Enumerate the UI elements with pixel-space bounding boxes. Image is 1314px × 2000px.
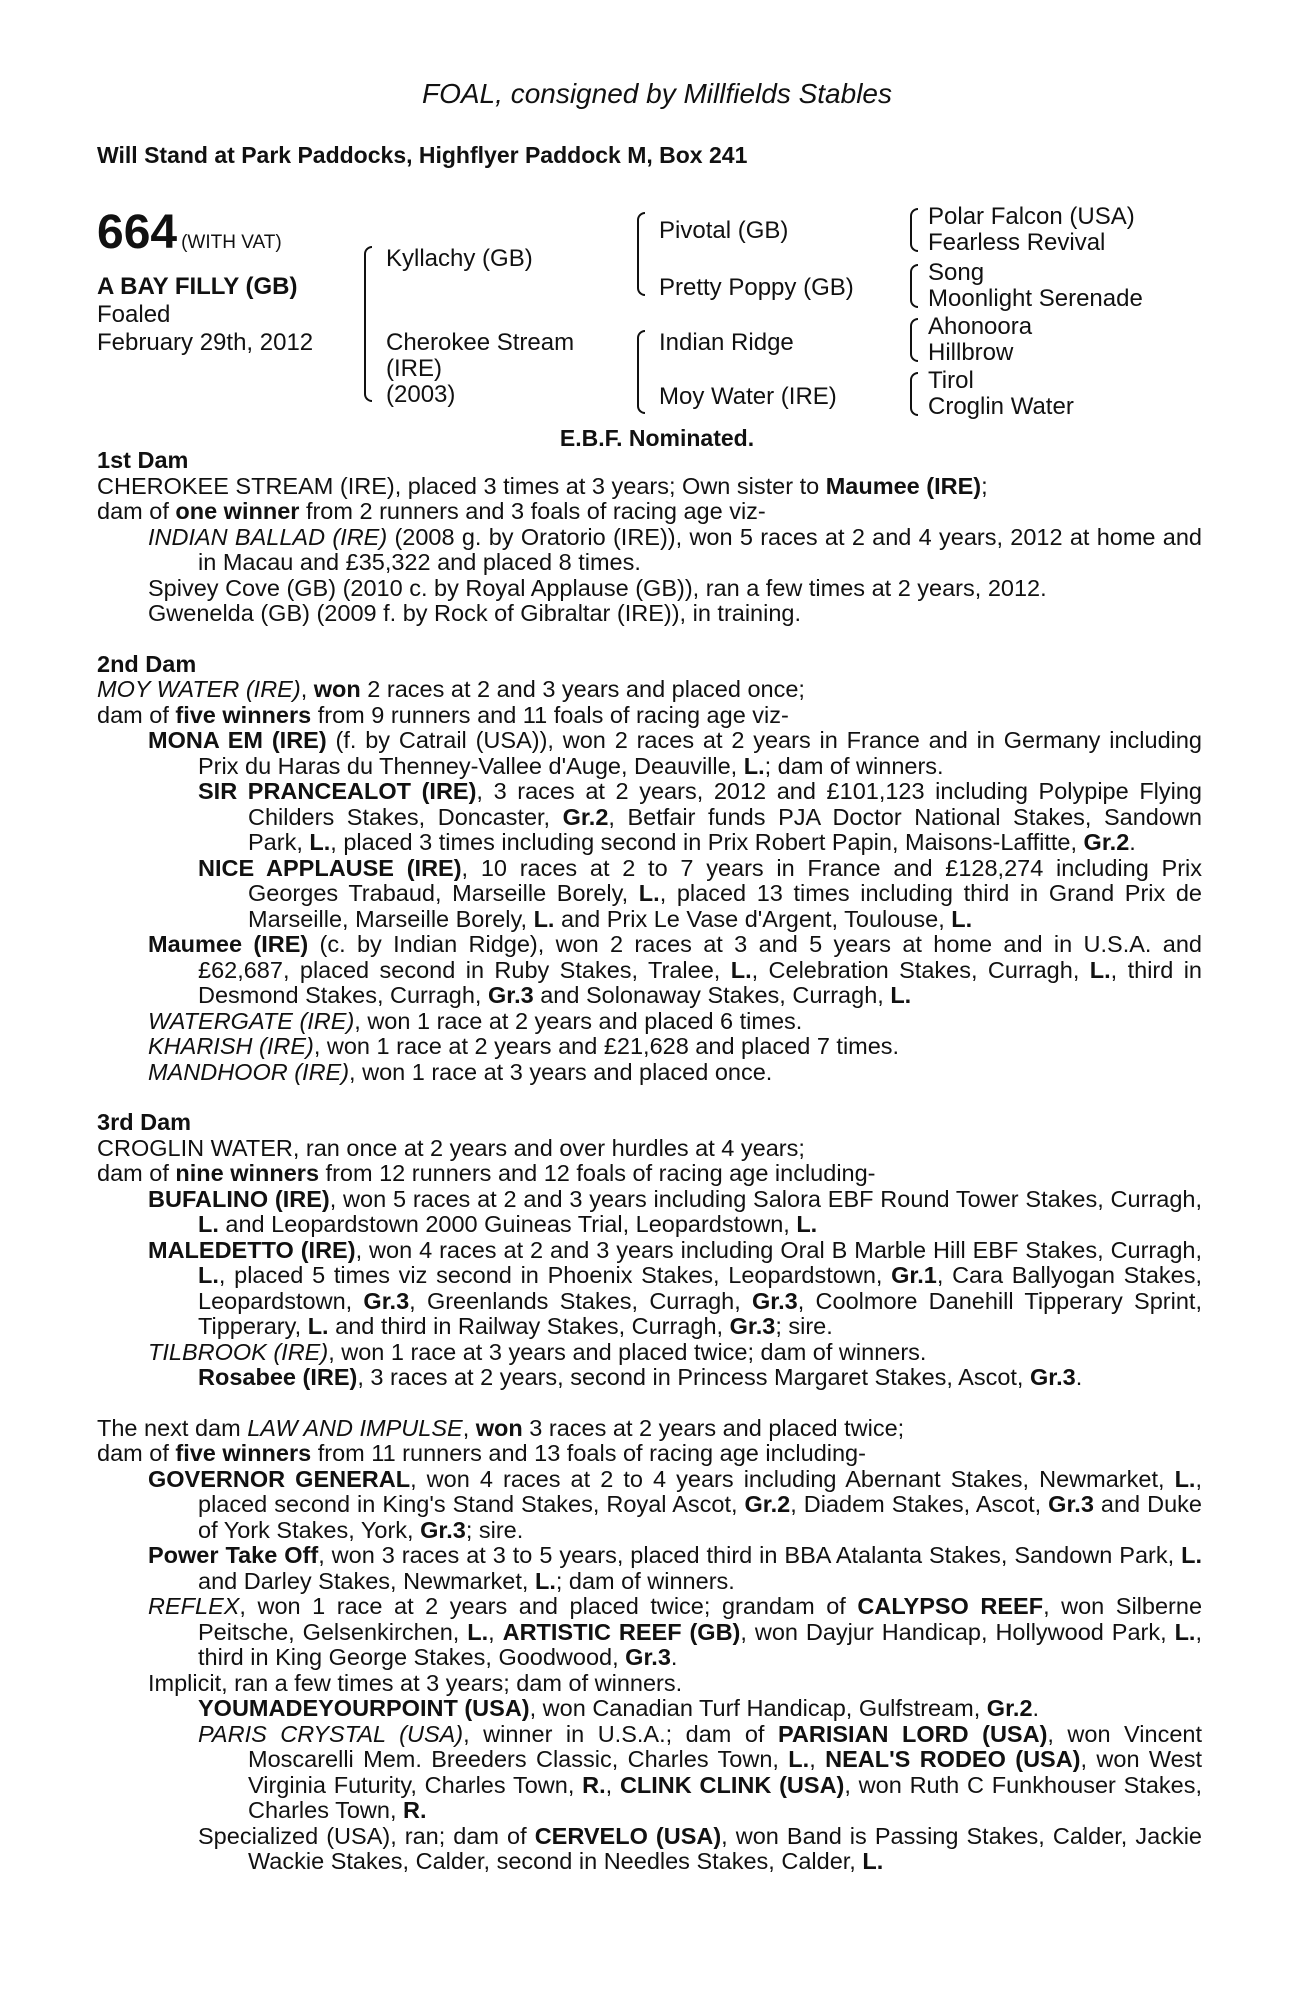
pedigree-gen3-2: Fearless Revival [928,229,1106,256]
text-run: Gr.2 [1083,829,1130,855]
text-run: Gr.3 [420,1516,466,1543]
text-run: L. [862,1848,884,1874]
pedigree-gen3-5: Ahonoora [928,313,1033,340]
text-run: dam of [97,1160,176,1186]
pedigree-brace-gen1 [364,246,372,402]
first-dam-produce-summary [97,499,1202,525]
text-run: Gr.2 [986,1695,1033,1721]
text-run: ; dam of winners. [764,752,944,779]
text-run: L. [1181,1542,1202,1568]
text-run: CHEROKEE STREAM (IRE), placed 3 times at 3 years; Own sister to [97,472,826,499]
text-run: INDIAN BALLAD (IRE) [148,523,388,550]
text-run: , won 5 races at 2 and 3 years including Salora EBF Round Tower Stakes, Curragh, [329,1185,1202,1212]
text-run: , won 1 race at 2 years and £21,628 and placed 7 times. [313,1033,900,1059]
catalogue-body [97,448,1202,1875]
text-run: , Betfair funds PJA Doctor National Stakes, Sandown Park, [248,803,1202,855]
text-run: , [462,1414,476,1441]
pedigree-brace-sd [910,264,918,308]
offspring-entry [97,1187,1202,1238]
text-run: nine winners [175,1160,320,1186]
text-run: (2008 g. by Oratorio (IRE)), won 5 races at 2 and 4 years, 2012 at home and in Macau and £35,322 and placed 8 times. [198,523,1202,575]
text-run: from 9 runners and 11 foals of racing age viz- [311,701,789,728]
lot-number: 664 [97,206,178,259]
text-run: The next dam [97,1414,248,1441]
text-run: , won 3 races at 3 to 5 years, placed third in BBA Atalanta Stakes, Sandown Park, [318,1542,1182,1568]
horse-name: A BAY FILLY (GB) [97,273,298,300]
text-run: and third in Railway Stakes, Curragh, [328,1313,730,1339]
lot-number-block [97,205,282,260]
text-run: Specialized (USA), ran; dam of [198,1822,535,1849]
text-run: ARTISTIC REEF (GB) [502,1618,741,1645]
text-run: MONA EM (IRE) [148,727,327,753]
offspring-entry [97,1594,1202,1671]
text-run: , winner in U.S.A.; dam of [463,1720,778,1747]
text-run: L. [309,829,331,855]
offspring-entry [97,1034,1202,1060]
text-run: from 12 runners and 12 foals of racing age including- [319,1160,876,1186]
text-run: , [605,1771,620,1798]
text-run: , won Canadian Turf Handicap, Gulfstream, [529,1695,987,1721]
text-run: dam of [97,701,176,728]
offspring-entry [97,1238,1202,1340]
text-run: , Coolmore Danehill Tipperary Sprint, Tipperary, [198,1287,1202,1339]
text-run: Gr.1 [891,1262,937,1288]
text-run: Gr.3 [487,982,534,1008]
text-run: , [488,1618,503,1645]
text-run: Gr.2 [744,1491,791,1517]
grand-offspring-entry [97,779,1202,856]
text-run: five winners [175,1440,312,1466]
text-run: Gr.3 [729,1313,776,1339]
text-run: , won Ruth C Funkhouser Stakes, Charles Town, [248,1771,1202,1823]
text-run: Gr.3 [1048,1491,1094,1517]
text-run: L. [730,956,752,983]
text-run: MOY WATER (IRE) [97,676,301,702]
text-run: , 10 races at 2 to 7 years in France and £128,274 including Prix Georges Trabaud, Marseille Borely, [248,854,1202,906]
text-run: Gr.3 [752,1287,798,1314]
pedigree-dam-dam: Moy Water (IRE) [659,383,837,410]
pedigree-brace-ds [910,318,918,362]
text-run: , third in King George Stakes, Goodwood, [198,1618,1202,1670]
text-run: , placed second in King's Stand Stakes, Royal Ascot, [198,1465,1202,1517]
text-run: and Leopardstown 2000 Guineas Trial, Leopardstown, [218,1211,797,1237]
text-run: MANDHOOR (IRE) [148,1058,350,1085]
text-run: NEAL'S RODEO (USA) [825,1746,1081,1772]
offspring-entry: Implicit, ran a few times at 3 years; dam of winners. [148,1669,683,1696]
pedigree-dam [386,330,574,408]
pedigree-gen3-4: Moonlight Serenade [928,285,1143,312]
text-run: L. [1174,1465,1196,1492]
text-run: L. [951,905,973,932]
text-run: SIR PRANCEALOT (IRE) [198,778,477,804]
text-run: , won Dayjur Handicap, Hollywood Park, [740,1618,1175,1645]
text-run: , Greenlands Stakes, Curragh, [409,1287,753,1314]
offspring-entry [97,1467,1202,1544]
second-dam-produce-summary [97,703,1202,729]
text-run: . [1032,1695,1040,1721]
text-run: , 3 races at 2 years, 2012 and £101,123 including Polypipe Flying Childers Stakes, Doncaster, [248,778,1202,830]
foaled-block [97,301,313,357]
text-run: L. [307,1313,329,1339]
text-run: , Diadem Stakes, Ascot, [790,1491,1049,1517]
pedigree-gen3-6: Hillbrow [928,339,1014,366]
text-run: , Cara Ballyogan Stakes, Leopardstown, [198,1262,1203,1314]
text-run: . [1075,1364,1083,1390]
text-run: ; dam of winners. [555,1567,735,1594]
pedigree-brace-dd [910,372,918,416]
offspring-entry [97,932,1202,1009]
text-run: L. [467,1618,489,1645]
third-dam-line: CROGLIN WATER, ran once at 2 years and over hurdles at 4 years; [97,1134,805,1161]
text-run: and Duke of York Stakes, York, [198,1491,1202,1543]
text-run: won [475,1414,523,1441]
text-run: Rosabee (IRE) [198,1364,358,1390]
pedigree-dam-country: (IRE) [386,355,442,382]
text-run: , won Vincent Moscarelli Mem. Breeders Classic, Charles Town, [248,1720,1203,1772]
text-run: CERVELO (USA) [534,1822,722,1849]
next-dam-produce-summary [97,1441,1202,1467]
text-run: , placed 3 times including second in Prix Robert Papin, Maisons-Laffitte, [330,829,1084,855]
grand-offspring-entry [97,856,1202,933]
text-run: 3 races at 2 years and placed twice; [522,1414,905,1441]
text-run: (c. by Indian Ridge), won 2 races at 3 and 5 years at home and in U.S.A. and £62,687, placed second in Ruby Stakes, Tralee, [198,931,1202,983]
pedigree-gen3-7: Tirol [928,367,974,394]
text-run: dam of [97,1440,176,1466]
text-run: PARISIAN LORD (USA) [777,1720,1048,1747]
text-run: L. [1174,1618,1196,1645]
text-run: , won West Virginia Futurity, Charles Town, [248,1746,1202,1798]
stand-location: Will Stand at Park Paddocks, Highflyer Paddock M, Box 241 [97,142,748,168]
text-run: 2 races at 2 and 3 years and placed once; [360,676,805,702]
text-run: from 2 runners and 3 foals of racing age viz- [299,498,766,524]
foaled-label: Foaled [97,301,171,328]
text-run: MALEDETTO (IRE) [148,1236,356,1263]
offspring-entry [97,1060,1202,1086]
text-run: , placed 13 times including third in Grand Prix de Marseille, Marseille Borely, [248,880,1203,932]
text-run: , won 1 race at 2 years and placed twice; grandam of [239,1593,858,1619]
pedigree-gen3-3: Song [928,259,985,286]
text-run: L. [796,1211,818,1237]
text-run: LAW AND IMPULSE [247,1414,463,1441]
text-run: , [300,676,314,702]
pedigree-gen3-1: Polar Falcon (USA) [928,203,1135,230]
first-dam-heading: 1st Dam [97,447,189,473]
text-run: and Solonaway Stakes, Curragh, [533,982,891,1008]
ebf-nominated: E.B.F. Nominated. [559,425,755,451]
second-dam-heading: 2nd Dam [97,650,197,677]
text-run: WATERGATE (IRE) [148,1007,355,1034]
text-run: YOUMADEYOURPOINT (USA) [198,1695,530,1721]
text-run: L. [198,1211,219,1237]
text-run: Gr.3 [625,1644,671,1670]
text-run: , Celebration Stakes, Curragh, [751,956,1090,983]
text-run: REFLEX [148,1593,240,1619]
text-run: , won 1 race at 2 years and placed 6 times. [354,1007,803,1034]
text-run: L. [198,1262,219,1288]
text-run: . [670,1644,678,1670]
pedigree-brace-sire [637,212,645,296]
pedigree-sire-sire: Pivotal (GB) [659,217,789,244]
text-run: five winners [175,701,312,728]
pedigree-sire-dam: Pretty Poppy (GB) [659,274,854,301]
text-run: BUFALINO (IRE) [148,1185,330,1212]
text-run: Maumee (IRE) [825,472,982,499]
text-run: (f. by Catrail (USA)), won 2 races at 2 years in France and in Germany including Prix du Haras du Thenney-Vallee d'Auge, Deauville, [198,727,1202,779]
text-run: Gr.3 [1030,1364,1076,1390]
second-dam-line [97,677,1202,703]
text-run: L. [788,1746,810,1772]
vat-label: (WITH VAT) [181,232,282,253]
third-dam-produce-summary [97,1161,1202,1187]
text-run: and Darley Stakes, Newmarket, [198,1567,535,1594]
text-run: , 3 races at 2 years, second in Princess Margaret Stakes, Ascot, [357,1364,1030,1390]
first-dam-line [97,474,1202,500]
text-run: Power Take Off [148,1542,319,1568]
text-run: L. [534,1567,556,1594]
text-run: L. [743,752,765,779]
third-dam-heading: 3rd Dam [97,1109,192,1135]
text-run: Maumee (IRE) [148,931,309,957]
next-dam-line [97,1416,1202,1442]
text-run: R. [582,1771,606,1798]
pedigree-brace-ss [910,208,918,252]
text-run: dam of [97,498,176,524]
grand-offspring-entry [97,1365,1202,1391]
text-run: Gr.2 [562,803,609,830]
text-run: Gr.3 [363,1287,410,1314]
text-run: ; sire. [465,1516,524,1543]
offspring-entry [97,525,1202,576]
text-run: , [809,1746,826,1772]
text-run: , won Silberne Peitsche, Gelsenkirchen, [198,1593,1203,1645]
text-run: , won 4 races at 2 and 3 years including Oral B Marble Hill EBF Stakes, Curragh, [355,1236,1203,1263]
text-run: and Prix Le Vase d'Argent, Toulouse, [554,905,952,932]
offspring-entry [97,1340,1202,1366]
grand-offspring-entry [97,1722,1202,1824]
pedigree-dam-year: (2003) [386,381,456,408]
text-run: KHARISH (IRE) [148,1033,314,1059]
text-run: GOVERNOR GENERAL [148,1465,411,1492]
text-run: L. [533,905,555,932]
text-run: , won 1 race at 3 years and placed twice; dam of winners. [328,1338,927,1365]
offspring-entry [97,728,1202,779]
text-run: , won 4 races at 2 to 4 years including Abernant Stakes, Newmarket, [410,1465,1175,1492]
text-run: , third in Desmond Stakes, Curragh, [198,956,1203,1008]
grand-offspring-entry [97,1824,1202,1875]
text-run: L. [638,880,660,906]
text-run: PARIS CRYSTAL (USA) [198,1720,464,1747]
text-run: one winner [175,498,300,524]
text-run: , won 1 race at 3 years and placed once. [349,1058,773,1085]
text-run: ; sire. [775,1313,833,1339]
text-run: won [313,676,361,702]
pedigree-dam-name: Cherokee Stream [386,329,575,356]
text-run: from 11 runners and 13 foals of racing age including- [311,1440,866,1466]
offspring-entry: Gwenelda (GB) (2009 f. by Rock of Gibraltar (IRE)), in training. [148,600,802,626]
text-run: . [1129,829,1136,855]
foaled-date: February 29th, 2012 [97,329,314,356]
pedigree-sire: Kyllachy (GB) [386,245,533,272]
grand-offspring-entry [97,1696,1202,1722]
consignment-line: FOAL, consigned by Millfields Stables [422,78,892,109]
text-run: TILBROOK (IRE) [148,1338,329,1365]
text-run: ; [981,472,988,499]
pedigree-brace-dam [637,330,645,414]
text-run: , placed 5 times viz second in Phoenix Stakes, Leopardstown, [218,1262,892,1288]
pedigree-gen3-8: Croglin Water [928,393,1074,420]
pedigree-dam-sire: Indian Ridge [659,329,794,356]
offspring-entry: Spivey Cove (GB) (2010 c. by Royal Applause (GB)), ran a few times at 2 years, 2012. [148,574,1047,601]
text-run: L. [1089,956,1111,983]
text-run: NICE APPLAUSE (IRE) [198,854,462,881]
text-run: L. [890,982,912,1008]
text-run: CLINK CLINK (USA) [619,1771,845,1798]
text-run: R. [403,1797,427,1823]
text-run: CALYPSO REEF [857,1593,1044,1619]
text-run: , won Band is Passing Stakes, Calder, Jackie Wackie Stakes, Calder, second in Needles Stakes, Calder, [248,1822,1202,1874]
offspring-entry [97,1543,1202,1594]
offspring-entry [97,1009,1202,1035]
